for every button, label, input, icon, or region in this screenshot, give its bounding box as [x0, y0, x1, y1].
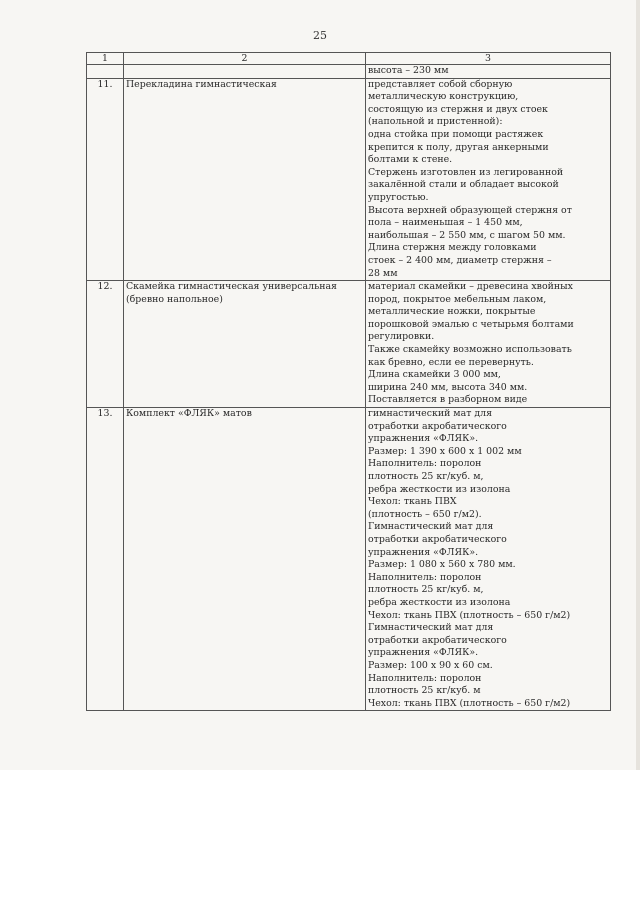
item-description-cell: [366, 281, 611, 408]
table-header-row: [87, 53, 611, 65]
description-line: Гимнастический мат для: [368, 622, 494, 634]
description-line: Размер: 1 080 х 560 х 780 мм.: [368, 559, 516, 571]
description-line: болтами к стене.: [368, 154, 453, 166]
item-name-line: Перекладина гимнастическая: [126, 78, 277, 90]
page-number: 25: [313, 29, 327, 42]
column-header: 3: [366, 53, 611, 65]
description-line: порошковой эмалью с четырьмя болтами: [368, 318, 574, 330]
description-line: плотность 25 кг/куб. м: [368, 685, 481, 697]
description-line: Поставляется в разборном виде: [368, 394, 528, 406]
item-name-cell: [124, 281, 366, 408]
description-line: Высота верхней образующей стержня от: [368, 204, 572, 216]
description-line: упругостью.: [368, 191, 429, 203]
description-line: отработки акробатического: [368, 533, 507, 545]
description-line: Стержень изготовлен из легированной: [368, 166, 564, 178]
description-line: высота – 230 мм: [368, 65, 449, 76]
description-line: Гимнастический мат для: [368, 521, 494, 533]
description-line: гимнастический мат для: [368, 408, 492, 420]
description-line: наибольшая – 2 550 мм, с шагом 50 мм.: [368, 229, 566, 241]
scan-edge: [636, 0, 640, 770]
description-line: пород, покрытое мебельным лаком,: [368, 293, 547, 305]
description-line: плотность 25 кг/куб. м,: [368, 471, 484, 482]
description-line: закалённой стали и обладает высокой: [368, 179, 559, 191]
row-number: [87, 65, 124, 79]
description-line: ребра жесткости из изолона: [368, 483, 511, 495]
row-number: 13.: [87, 408, 124, 711]
description-line: Наполнитель: поролон: [368, 571, 482, 583]
table-row: [87, 65, 611, 79]
description-line: отработки акробатического: [368, 634, 507, 646]
item-description-cell: [366, 408, 611, 711]
description-line: Чехол: ткань ПВХ: [368, 496, 457, 508]
item-name-cell: [124, 78, 366, 281]
table-row: [87, 78, 611, 281]
description-line: пола – наименьшая – 1 450 мм,: [368, 217, 523, 229]
item-description-cell: [366, 65, 611, 79]
description-line: металлическую конструкцию,: [368, 91, 519, 103]
description-line: регулировки.: [368, 331, 435, 343]
column-header: 2: [124, 53, 366, 65]
description-line: Чехол: ткань ПВХ (плотность – 650 г/м2): [368, 609, 571, 621]
row-number: 11.: [87, 78, 124, 281]
item-name-line: Скамейка гимнастическая универсальная: [126, 281, 337, 293]
description-line: ширина 240 мм, высота 340 мм.: [368, 381, 528, 393]
column-header: 1: [87, 53, 124, 65]
description-line: материал скамейки – древесина хвойных: [368, 281, 573, 293]
description-line: (напольной и пристенной):: [368, 116, 503, 128]
item-description-cell: [366, 78, 611, 281]
description-line: металлические ножки, покрытые: [368, 306, 536, 318]
description-line: ребра жесткости из изолона: [368, 596, 511, 608]
item-name-cell: [124, 65, 366, 79]
item-name-line: (бревно напольное): [126, 293, 223, 305]
description-line: Длина стержня между головками: [368, 242, 537, 254]
description-line: состоящую из стержня и двух стоек: [368, 103, 548, 115]
description-line: стоек – 2 400 мм, диаметр стержня –: [368, 254, 552, 266]
description-line: одна стойка при помощи растяжек: [368, 128, 544, 140]
description-line: упражнения «ФЛЯК».: [368, 433, 479, 445]
description-line: упражнения «ФЛЯК».: [368, 546, 479, 558]
item-name-cell: [124, 408, 366, 711]
description-line: Длина скамейки 3 000 мм,: [368, 369, 501, 381]
item-name-line: Комплект «ФЛЯК» матов: [126, 408, 252, 420]
table-row: [87, 281, 611, 408]
description-line: плотность 25 кг/куб. м,: [368, 584, 484, 596]
description-line: 28 мм: [368, 267, 398, 279]
description-line: как бревно, если ее перевернуть.: [368, 356, 534, 368]
description-line: Размер: 100 х 90 х 60 см.: [368, 659, 493, 671]
description-line: крепится к полу, другая анкерными: [368, 141, 549, 153]
description-line: упражнения «ФЛЯК».: [368, 647, 479, 659]
equipment-table: [86, 52, 611, 711]
description-line: Также скамейку возможно использовать: [368, 344, 572, 356]
row-number: 12.: [87, 281, 124, 408]
description-line: Наполнитель: поролон: [368, 458, 482, 470]
table-row: [87, 408, 611, 711]
description-line: (плотность – 650 г/м2).: [368, 508, 482, 520]
description-line: отработки акробатического: [368, 420, 507, 432]
description-line: представляет собой сборную: [368, 78, 513, 90]
description-line: Чехол: ткань ПВХ (плотность – 650 г/м2): [368, 697, 571, 709]
description-line: Наполнитель: поролон: [368, 672, 482, 684]
description-line: Размер: 1 390 х 600 х 1 002 мм: [368, 445, 522, 457]
